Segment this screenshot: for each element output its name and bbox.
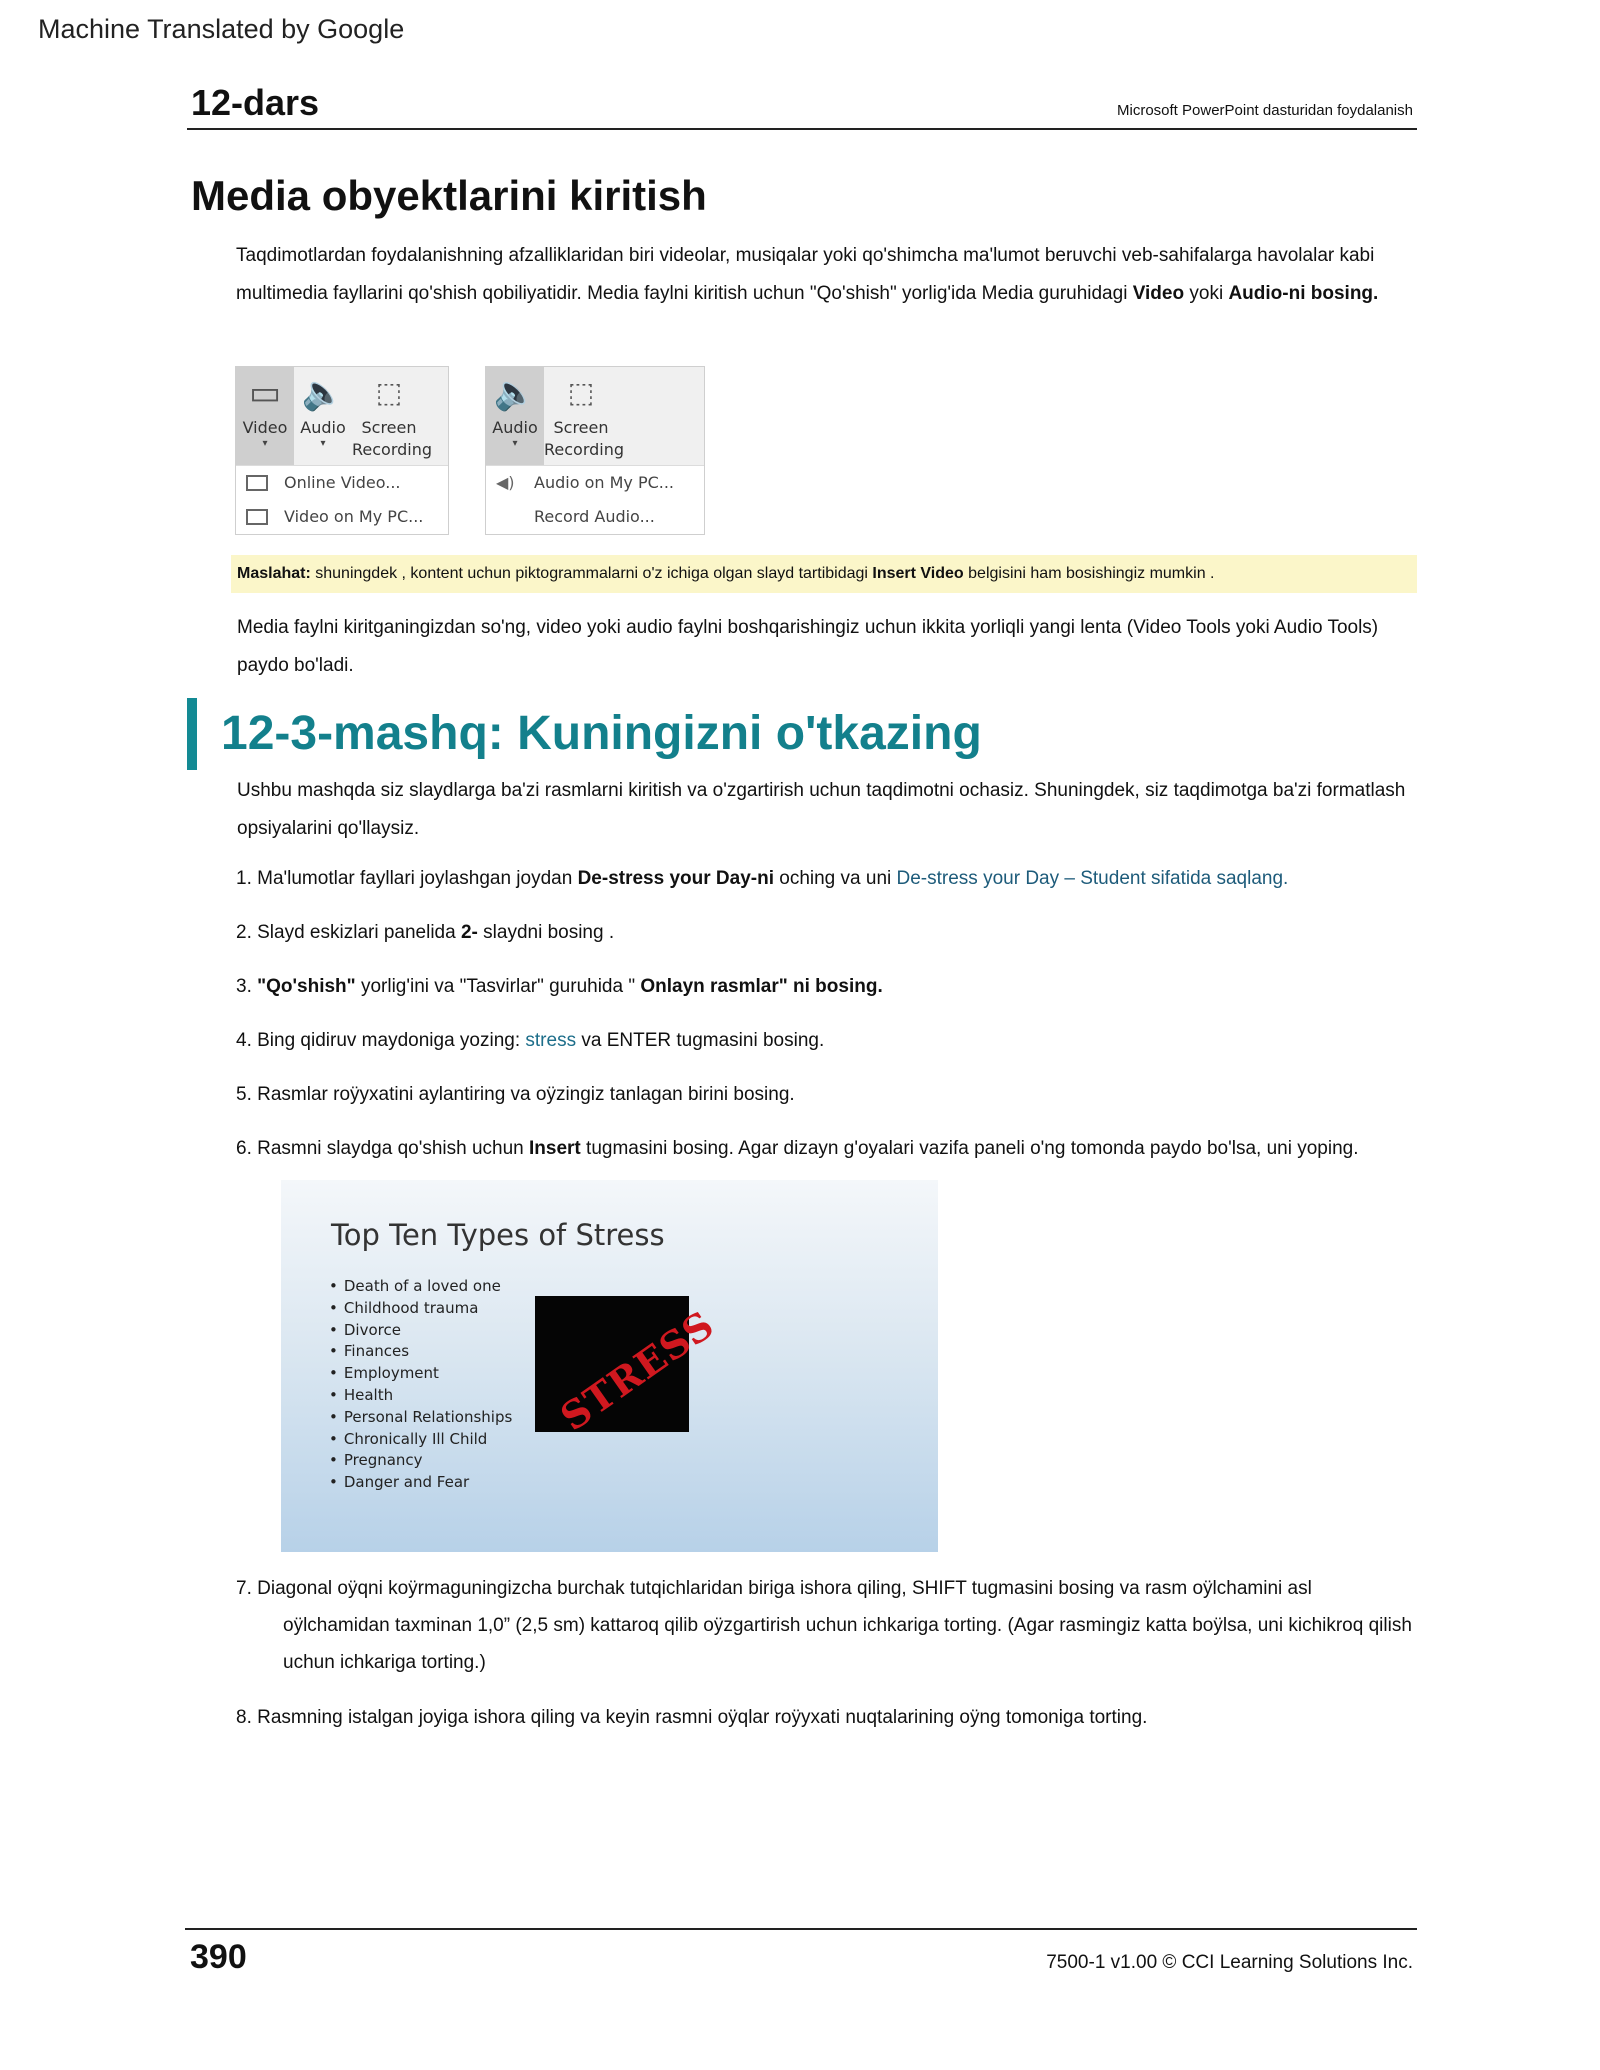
step-bold: Onlayn rasmlar" ni bosing. [640,976,883,997]
slide-bullet: • Divorce [329,1320,512,1342]
step-1 [236,860,1288,897]
exercise-intro: Ushbu mashqda siz slaydlarga ba'zi rasmlarni kiritish va o'zgartirish uchun taqdimotni ochasiz. Shuningdek, siz taqdimotga ba'zi formatlash opsiyalarini qo'llaysiz. [237,780,1406,839]
screen-recording-label: Screen Recording [544,418,625,459]
slide-bullet: • Health [329,1385,512,1407]
menu-item-video-on-pc[interactable] [236,500,448,534]
intro-mid: yoki [1184,283,1229,304]
menu-item-record-audio[interactable] [486,500,704,534]
step-4 [236,1022,824,1059]
step-bold: Insert [529,1138,581,1159]
video-dropdown-menu [236,466,448,534]
intro-bold-audio: Audio-ni bosing. [1228,283,1379,304]
audio-button-label: Audio [492,418,538,437]
slide-bullet: • Childhood trauma [329,1298,512,1320]
audio-button-label: Audio [300,418,346,437]
video-file-icon [246,509,268,525]
speaker-icon: 🔈 [493,373,537,413]
step-bold: "Qo'shish" [257,976,356,997]
step-text: tugmasini bosing. Agar dizayn g'oyalari vazifa paneli o'ng tomonda paydo bo'lsa, uni yoping. [580,1138,1359,1159]
slide-bullet: • Death of a loved one [329,1276,512,1298]
chevron-down-icon: ▾ [320,438,326,449]
stress-picture [535,1296,723,1440]
step-text: 4. Bing qidiruv maydoniga yozing: [236,1030,526,1051]
audio-ribbon-image [485,366,705,535]
video-button-label: Video [242,418,288,437]
tip-box [231,555,1417,593]
slide-bullet: • Personal Relationships [329,1407,512,1429]
tip-text: shuningdek , kontent uchun piktogrammalarni o'z ichiga olgan slayd tartibidagi [310,565,873,582]
menu-item-label: Video on My PC... [284,507,424,526]
menu-item-label: Record Audio... [534,507,655,526]
exercise-heading [187,698,982,770]
step-text: 6. Rasmni slaydga qo'shish uchun [236,1138,530,1159]
save-as-filename: De-stress your Day – Student sifatida saqlang. [896,868,1289,889]
video-ribbon-image [235,366,449,535]
audio-button[interactable] [294,367,352,465]
screen-recording-icon: ⬚ [375,376,403,409]
tip-bold: Insert Video [872,565,964,582]
slide-preview-image [281,1180,938,1552]
ribbon-media-group [486,367,704,466]
tip-label: Maslahat: [237,565,311,582]
slide-title: Top Ten Types of Stress [331,1218,665,1252]
chevron-down-icon: ▾ [262,438,268,449]
audio-dropdown-menu [486,466,704,534]
slide-bullet: • Chronically Ill Child [329,1429,512,1451]
screen-recording-label: Screen Recording [352,418,433,459]
slide-bullet-list [329,1276,512,1494]
screen-recording-button[interactable] [544,367,625,465]
copyright-text: 7500-1 v1.00 © CCI Learning Solutions Inc. [1046,1952,1413,1973]
step-5: 5. Rasmlar roÿyxatini aylantiring va oÿzingiz tanlagan birini bosing. [236,1084,795,1105]
step-8: 8. Rasmning istalgan joyiga ishora qiling va keyin rasmni oÿqlar roÿyxati nuqtalarining oÿng tomoniga torting. [236,1707,1148,1728]
chevron-down-icon: ▾ [512,438,518,449]
tip-tail: belgisini ham bosishingiz mumkin . [963,565,1215,582]
step-text: slaydni bosing . [477,922,615,943]
menu-item-online-video[interactable] [236,466,448,500]
screen-recording-icon: ⬚ [567,376,595,409]
lesson-number: 12-dars [191,82,320,123]
step-text: 2. Slayd eskizlari panelida [236,922,461,943]
speaker-small-icon: ◀) [496,473,515,492]
slide-bullet: • Danger and Fear [329,1472,512,1494]
step-text: 1. Ma'lumotlar fayllari joylashgan joydan [236,868,578,889]
step-text: va ENTER tugmasini bosing. [576,1030,825,1051]
exercise-title: 12-3-mashq: Kuningizni o'tkazing [221,707,982,760]
menu-item-label: Audio on My PC... [534,473,675,492]
section-title: Media obyektlarini kiritish [191,172,707,219]
audio-button[interactable] [486,367,544,465]
after-insert-paragraph: Media faylni kiritganingizdan so'ng, video yoki audio faylni boshqarishingiz uchun ikkita yorliqli yangi lenta (Video Tools yoki Audio Tools) paydo bo'ladi. [237,617,1379,676]
step-bold: 2- [460,922,478,943]
ribbon-media-group [236,367,448,466]
search-term: stress [525,1030,577,1051]
slide-bullet: • Employment [329,1363,512,1385]
step-2 [236,914,614,951]
slide-bullet: • Pregnancy [329,1450,512,1472]
step-text: oching va uni [773,868,897,889]
menu-item-audio-on-pc[interactable] [486,466,704,500]
intro-paragraph [236,237,1426,313]
step-text: yorlig'ini va "Tasvirlar" guruhida " [355,976,641,997]
film-icon: ▭ [248,373,282,413]
step-3 [236,968,883,1005]
page-header [187,82,1417,130]
video-button[interactable] [236,367,294,465]
page-number: 390 [190,1938,247,1976]
screen-recording-button[interactable] [352,367,433,465]
machine-translated-banner: Machine Translated by Google [38,14,405,44]
intro-text: Taqdimotlardan foydalanishning afzalliklaridan biri videolar, musiqalar yoki qo'shimcha ma'lumot beruvchi veb-sahifalarga havolalar kabi multimedia fayllarini qo'shish qobiliyatidir. Media faylni kiritish uchun "Qo'shish" yorlig'ida Media guruhidagi [236,245,1375,304]
step-6 [236,1130,1358,1167]
step-bold: De-stress your Day-ni [577,868,774,889]
intro-bold-video: Video [1132,283,1185,304]
menu-item-label: Online Video... [284,473,401,492]
step-7: 7. Diagonal oÿqni koÿrmaguningizcha burchak tutqichlaridan biriga ishora qiling, SHIFT tugmasini bosing va rasm oÿlchamini asl oÿlchamidan taxminan 1,0” (2,5 sm) kattaroq qilib oÿzgartirish uchun ichkariga torting. (Agar rasmingiz katta boÿlsa, uni kichikroq qilish uchun ichkariga torting.) [236,1578,1412,1673]
slide-bullet: • Finances [329,1341,512,1363]
stress-picture-word: STRESS [552,1301,723,1440]
page-footer [185,1928,1417,1990]
online-video-icon [246,475,268,491]
step-text: 3. [236,976,258,997]
chapter-subject: Microsoft PowerPoint dasturidan foydalanish [1117,102,1413,119]
speaker-icon: 🔈 [301,373,345,413]
